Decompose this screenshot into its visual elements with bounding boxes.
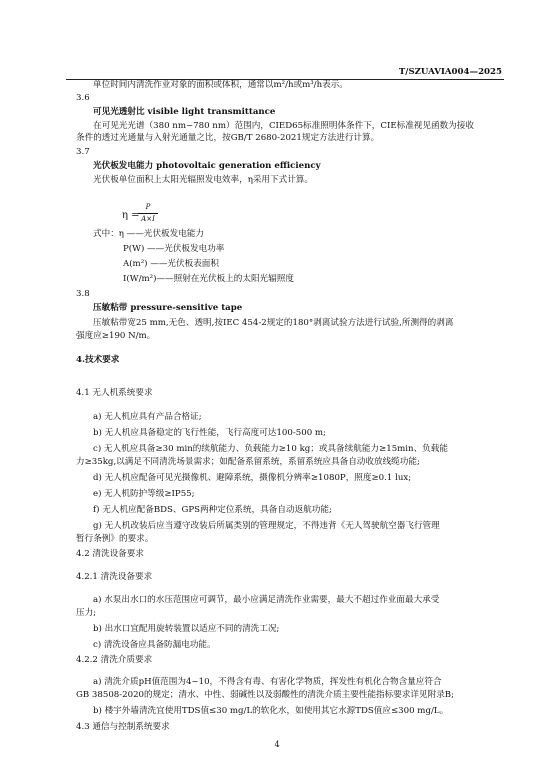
formula-numerator: P <box>145 203 151 211</box>
text-line: e) 无人机防护等级≥IP55; <box>93 489 195 499</box>
text-line: 压力; <box>76 608 97 618</box>
doc-code-header: T/SZUAVIA004—2025 <box>398 67 502 77</box>
text-line: 力≥35kg,以满足不同清洗场景需求；如配备系留系统，系留系统应具备自动收放线缆功能; <box>76 457 420 467</box>
formula-fraction <box>138 203 158 224</box>
text-line: 暂行条例》的要求。 <box>76 534 154 544</box>
page-number: 4 <box>274 740 280 749</box>
text-line: A(m²) ——光伏板表面积 <box>123 259 219 269</box>
text-line: g) 无人机改装后应当遵守改装后所属类别的管理规定，不得违背《无人驾驶航空器飞行管理 <box>93 521 440 531</box>
text-line: 4.1 无人机系统要求 <box>76 388 153 398</box>
text-line: 压敏粘带宽25 mm,无色、透明,按IEC 454-2规定的180°剥离试验方法进行试验,所测得的剥离 <box>93 318 454 328</box>
text-line: a) 无人机应具有产品合格证; <box>93 412 202 422</box>
text-line: b) 出水口宜配用旋转装置以适应不同的清洗工况; <box>93 624 280 634</box>
text-line: 3.7 <box>76 147 90 157</box>
text-line: P(W) ——光伏板发电功率 <box>123 244 225 254</box>
formula-lhs: η = <box>122 210 140 221</box>
text-line: a) 清洗介质pH值范围为4~10，不得含有毒、有害化学物质，挥发性有机化合物含量应符合 <box>93 677 442 687</box>
text-line: c) 无人机应具备≥30 min的续航能力、负载能力≥10 kg；或具备续航能力≥15min、负载能 <box>93 444 448 454</box>
text-line: 光伏板发电能力 photovoltaic generation efficiency <box>93 161 321 171</box>
text-line: b) 楼宇外墙清洗宜使用TDS值≤30 mg/L的软化水，如使用其它水源TDS值应≤300 mg/L。 <box>93 706 449 716</box>
text-line: 4.2.2 清洗介质要求 <box>76 655 153 665</box>
text-line: a) 水泵出水口的水压范围应可调节，最小应满足清洗作业需要，最大不超过作业面最大承受 <box>93 595 440 605</box>
text-line: 3.8 <box>76 289 90 299</box>
text-line: f) 无人机应配备BDS、GPS两种定位系统，具备自动返航功能; <box>93 505 332 515</box>
text-line: 4.2 清洗设备要求 <box>76 549 144 559</box>
text-line: 4.3 通信与控制系统要求 <box>76 722 170 732</box>
text-line: 单位时间内清洗作业对象的面积或体积，通常以m²/h或m³/h表示。 <box>93 80 348 90</box>
text-line: 在可见光光谱（380 nm~780 nm）范围内，CIED65标准照明体条件下，CIE标准视见函数为接收 <box>93 121 474 131</box>
text-line: I(W/m²)——照射在光伏板上的太阳光辐照度 <box>123 274 294 284</box>
text-line: 强度应≥190 N/m。 <box>76 331 156 341</box>
text-line: 可见光透射比 visible light transmittance <box>93 107 276 117</box>
text-line: c) 清洗设备应具备防漏电功能。 <box>93 640 216 650</box>
text-line: b) 无人机应具备稳定的飞行性能，飞行高度可达100-500 m; <box>93 428 326 438</box>
text-line: 4.技术要求 <box>76 355 120 365</box>
text-line: 3.6 <box>76 93 90 103</box>
text-line: 4.2.1 清洗设备要求 <box>76 572 153 582</box>
text-line: 条件的透过光通量与入射光通量之比，按GB/T 2680-2021规定方法进行计算。 <box>76 133 380 143</box>
text-line: 压敏粘带 pressure-sensitive tape <box>93 303 243 313</box>
formula-denominator: A×I <box>141 215 155 223</box>
text-line: 光伏板单位面积上太阳光辐照发电效率，η采用下式计算。 <box>93 175 313 185</box>
text-line: d) 无人机应配备可见光摄像机、避障系统，摄像机分辨率≥1080P，照度≥0.1 lux; <box>93 473 412 483</box>
fraction-bar <box>138 213 158 214</box>
text-line: 式中：η ——光伏板发电能力 <box>93 229 205 239</box>
text-line: GB 38508-2020的规定；清水、中性、弱碱性以及弱酸性的清洗介质主要性能指标要求详见附录B; <box>76 690 455 700</box>
